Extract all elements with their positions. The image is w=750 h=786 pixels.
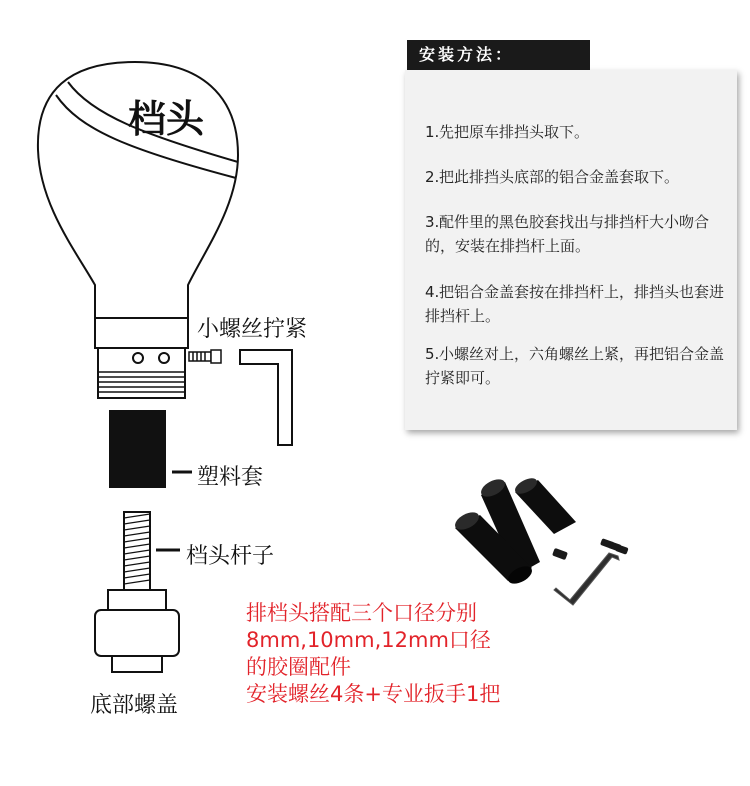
step-text: 把铝合金盖套按在排挡杆上，排挡头也套进排挡杆上。	[425, 283, 725, 325]
step-number: 4.	[425, 283, 440, 301]
bottom-cap-top	[108, 590, 166, 610]
accessory-parts-photo	[452, 475, 628, 605]
instructions-panel	[405, 70, 737, 430]
step-text: 把此排挡头底部的铝合金盖套取下。	[439, 168, 680, 186]
photo-hex-wrench	[554, 553, 619, 605]
step-number: 1.	[425, 123, 440, 141]
instruction-step-2	[425, 165, 725, 189]
accessory-note	[246, 600, 500, 708]
step-text: 先把原车排挡头取下。	[439, 123, 590, 141]
note-line-3: 的胶圈配件	[246, 655, 351, 679]
plastic-sleeve-label: 塑料套	[197, 465, 264, 490]
step-number: 2.	[425, 168, 440, 186]
step-number: 5.	[425, 345, 440, 363]
bottom-cap-label: 底部螺盖	[90, 693, 179, 718]
small-screw-label: 小螺丝拧紧	[197, 317, 308, 342]
instruction-step-1	[425, 120, 725, 144]
step-number: 3.	[425, 213, 440, 231]
bottom-cap-base	[112, 656, 162, 672]
shift-rod-label: 档头杆子	[186, 544, 275, 569]
hex-wrench	[240, 350, 292, 445]
screw-hole-left	[133, 353, 143, 363]
small-screw	[189, 350, 221, 363]
plastic-sleeve	[109, 410, 166, 488]
knob-label: 档头	[128, 97, 205, 141]
knob-collar	[95, 318, 188, 348]
note-line-2: 8mm,10mm,12mm口径	[246, 628, 491, 652]
step-text: 小螺丝对上，六角螺丝上紧，再把铝合金盖拧紧即可。	[425, 345, 725, 387]
instruction-step-3	[425, 210, 725, 258]
note-line-1: 排档头搭配三个口径分别	[246, 601, 477, 625]
instruction-step-5	[425, 342, 725, 390]
screw-hole-right	[159, 353, 169, 363]
instruction-step-4	[425, 280, 725, 328]
step-text: 配件里的黑色胶套找出与排挡杆大小吻合的，安装在排挡杆上面。	[425, 213, 710, 255]
note-line-4: 安装螺丝4条+专业扳手1把	[246, 682, 501, 706]
instructions-title: 安装方法：	[407, 40, 590, 70]
bottom-cap-body	[95, 610, 179, 656]
